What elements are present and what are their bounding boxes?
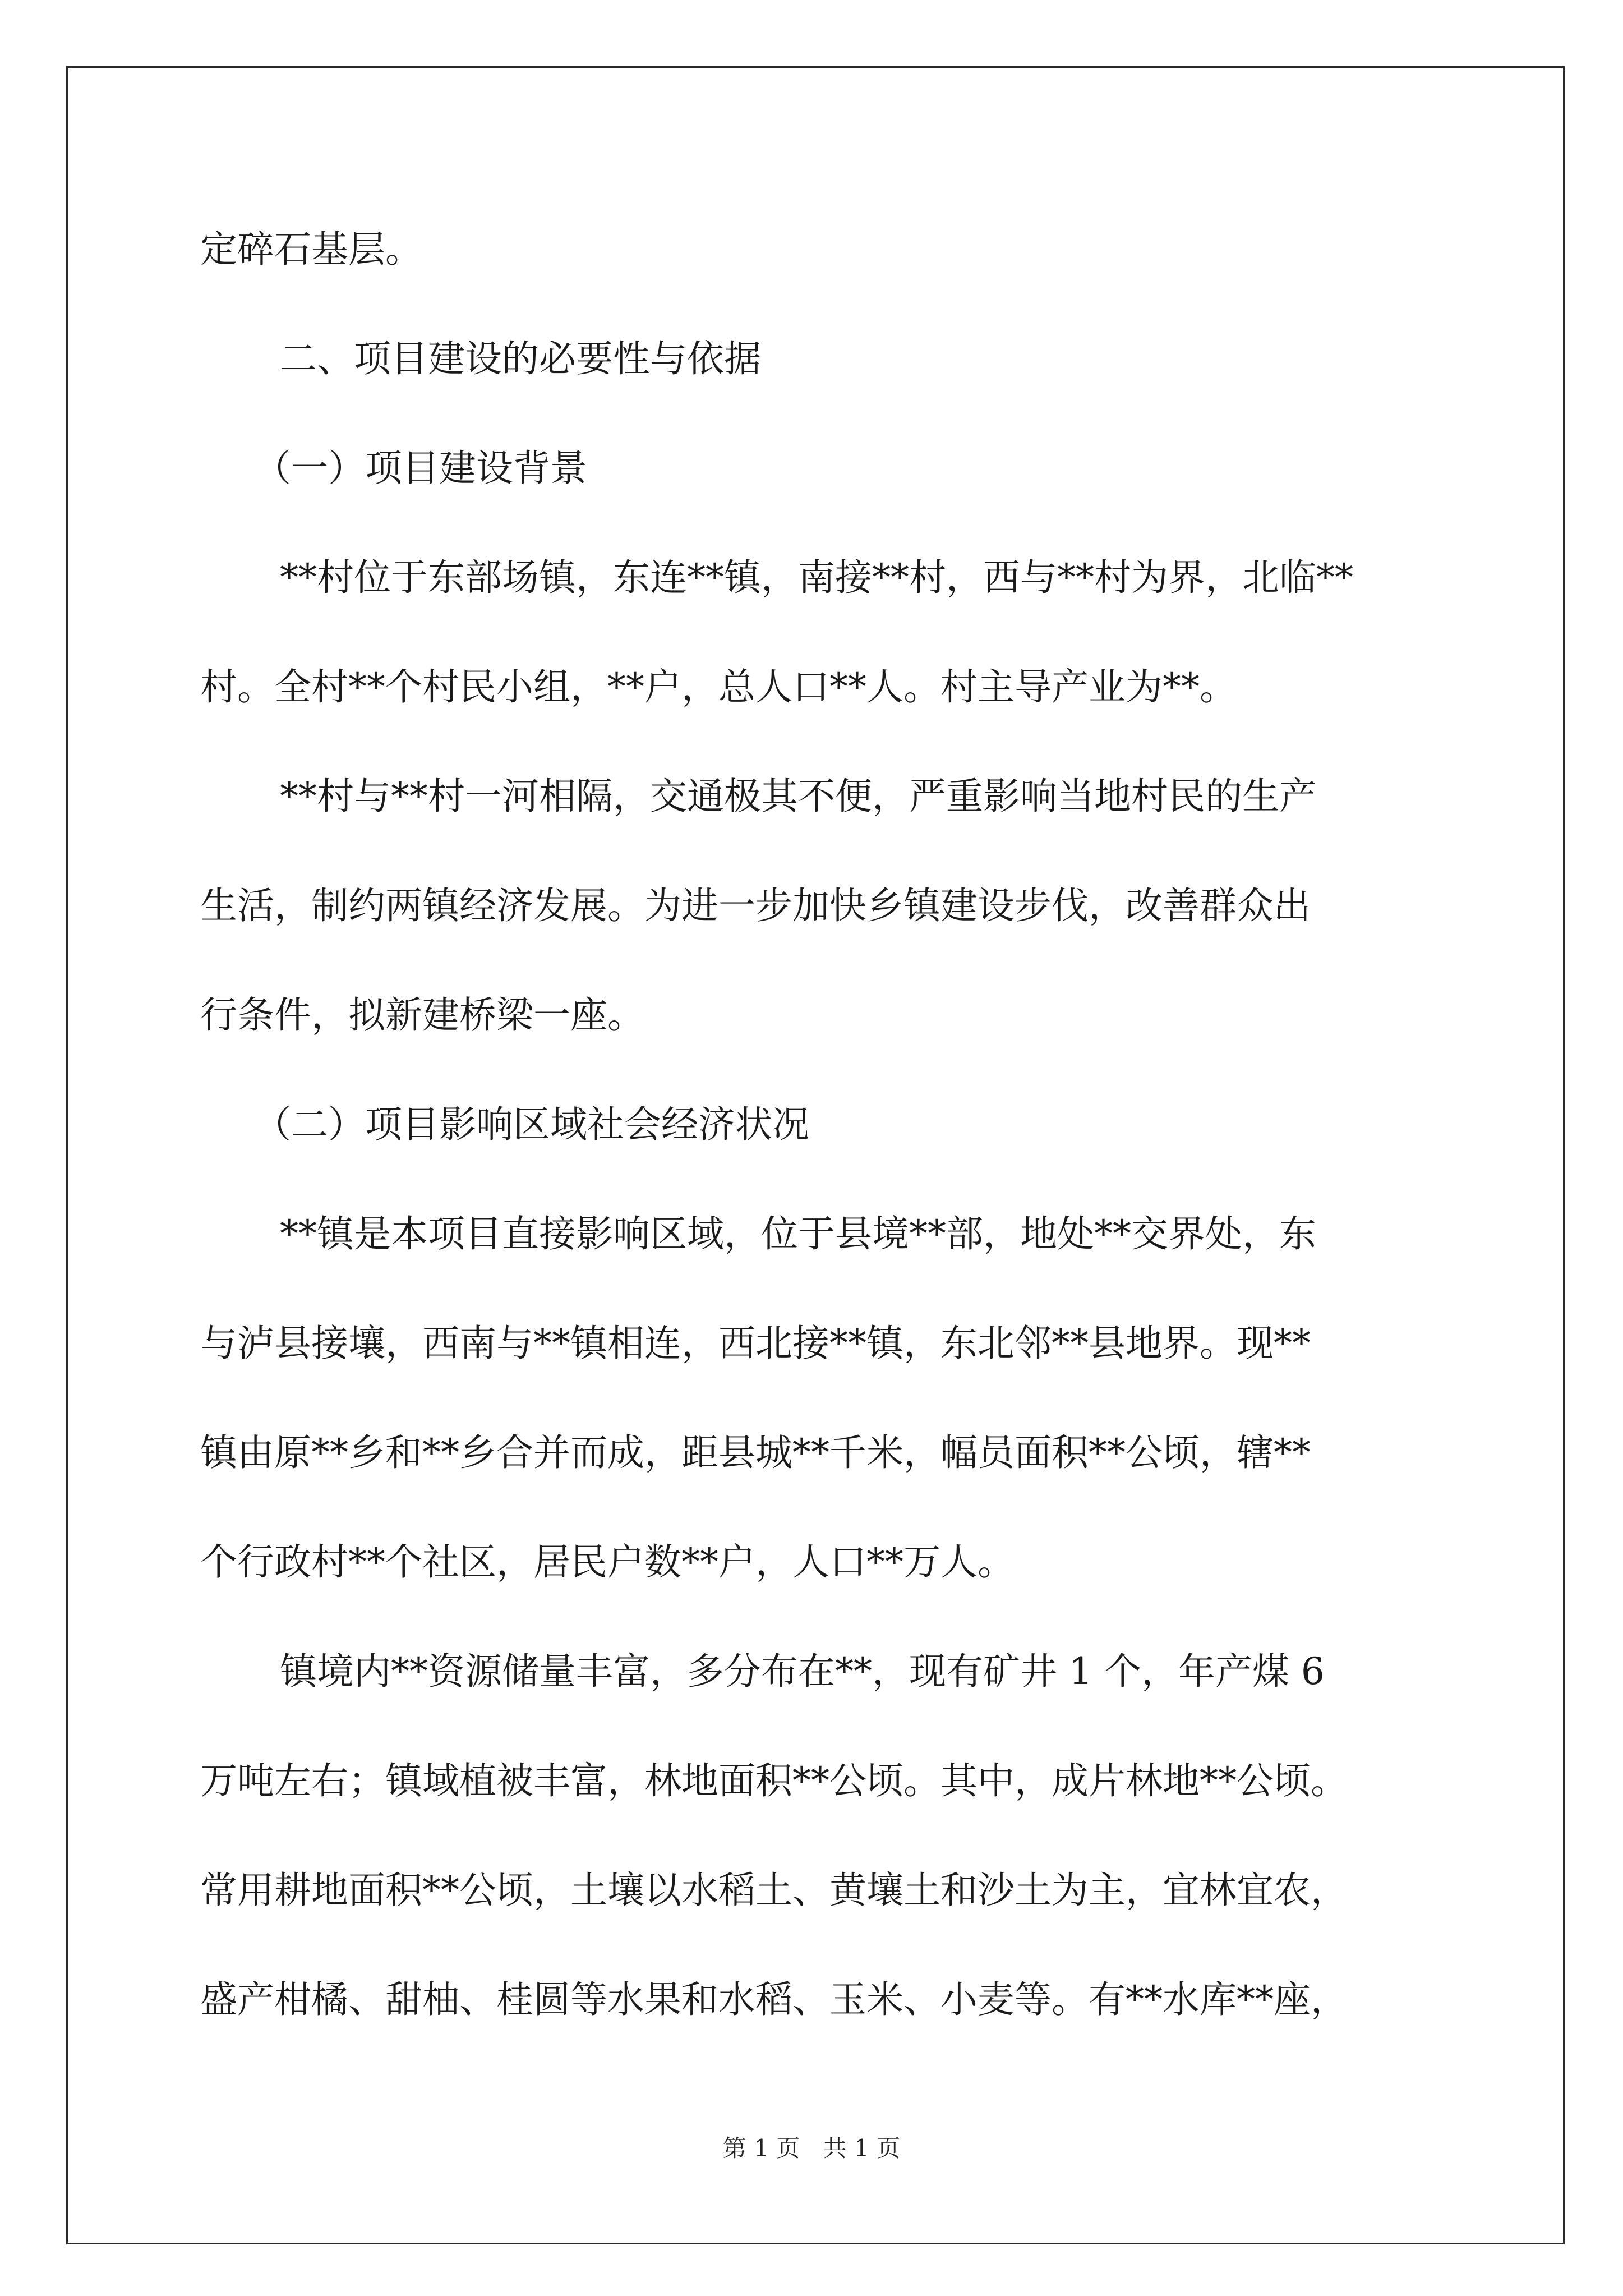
- page-footer: [0, 2132, 1623, 2165]
- paragraph-line: 与泸县接壤，西南与**镇相连，西北接**镇，东北邻**县地界。现**: [200, 1322, 1311, 1365]
- paragraph-line: 常用耕地面积**公顷，土壤以水稻土、黄壤土和沙土为主，宜林宜农，: [200, 1869, 1348, 1912]
- paragraph-line: 万吨左右；镇域植被丰富，林地面积**公顷。其中，成片林地**公顷。: [200, 1759, 1348, 1802]
- page-number: 第 1 页: [722, 2134, 800, 2162]
- paragraph-line: **镇是本项目直接影响区域，位于县境**部，地处**交界处，东: [280, 1212, 1316, 1255]
- paragraph-line: 镇境内**资源储量丰富，多分布在**，现有矿井 1 个，年产煤 6: [280, 1650, 1325, 1693]
- paragraph-line: 定碎石基层。: [200, 228, 422, 271]
- paragraph-line: 行条件，拟新建桥梁一座。: [200, 993, 644, 1037]
- paragraph-line: 个行政村**个社区，居民户数**户，人口**万人。: [200, 1540, 1015, 1584]
- paragraph-line: **村与**村一河相隔，交通极其不便，严重影响当地村民的生产: [280, 775, 1316, 818]
- section-heading: 二、项目建设的必要性与依据: [280, 337, 761, 380]
- page-total: 共 1 页: [823, 2134, 901, 2162]
- page-border: [66, 66, 1565, 2244]
- paragraph-line: 生活，制约两镇经济发展。为进一步加快乡镇建设步伐，改善群众出: [200, 884, 1311, 927]
- subsection-heading: （二）项目影响区域社会经济状况: [254, 1103, 809, 1146]
- paragraph-line: 镇由原**乡和**乡合并而成，距县城**千米，幅员面积**公顷，辖**: [200, 1431, 1311, 1474]
- subsection-heading: （一）项目建设背景: [254, 447, 587, 490]
- paragraph-line: 村。全村**个村民小组，**户，总人口**人。村主导产业为**。: [200, 665, 1237, 708]
- paragraph-line: **村位于东部场镇，东连**镇，南接**村，西与**村为界，北临**: [280, 556, 1353, 599]
- paragraph-line: 盛产柑橘、甜柚、桂圆等水果和水稻、玉米、小麦等。有**水库**座，: [200, 1978, 1348, 2021]
